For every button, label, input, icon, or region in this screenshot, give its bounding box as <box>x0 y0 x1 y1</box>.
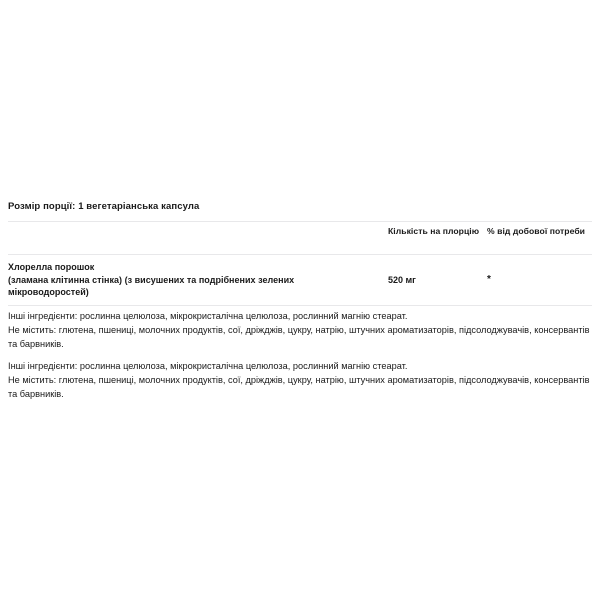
column-header-amount: Кількість на плорцію <box>388 226 480 236</box>
nutrient-name-line-1: Хлорелла порошок <box>8 262 95 272</box>
supplement-facts-table <box>0 226 600 306</box>
free-from-text-2: Не містить: глютена, пшениці, молочних продуктів, сої, дріжджів, цукру, натрію, штучних ароматизаторів, підсолоджувачів, консервантів та барвників. <box>8 375 590 400</box>
table-row <box>0 261 600 306</box>
nutrient-amount: 520 мг <box>388 274 416 285</box>
other-ingredients-text-2: Інші інгредієнти: рослинна целюлоза, мікрокристалічна целюлоза, рослинний магнію стеарат. <box>8 361 408 371</box>
serving-size-line <box>8 201 199 213</box>
nutrient-daily-value: * <box>487 273 491 285</box>
column-header-daily-value: % від добової потреби <box>487 226 586 236</box>
nutrient-name-line-3: мікроводоростей) <box>8 287 89 298</box>
divider-above-header <box>8 221 592 222</box>
nutrient-name <box>8 261 380 299</box>
serving-size-label: Розмір порції: <box>8 201 76 212</box>
other-ingredients-text-1: Інші інгредієнти: рослинна целюлоза, мікрокристалічна целюлоза, рослинний магнію стеарат. <box>8 311 408 321</box>
table-header-row <box>0 226 600 254</box>
serving-size-value: 1 вегетаріанська капсула <box>78 201 200 212</box>
divider-below-table <box>8 305 592 306</box>
divider-below-header <box>8 254 592 255</box>
nutrient-name-line-2: (зламана клітинна стінка) (з висушених та подрібнених зелених <box>8 274 295 285</box>
ingredients-block-1 <box>8 309 594 352</box>
free-from-text-1: Не містить: глютена, пшениці, молочних продуктів, сої, дріжджів, цукру, натрію, штучних ароматизаторів, підсолоджувачів, консервантів та барвників. <box>8 325 590 350</box>
ingredients-block-2 <box>8 359 594 402</box>
